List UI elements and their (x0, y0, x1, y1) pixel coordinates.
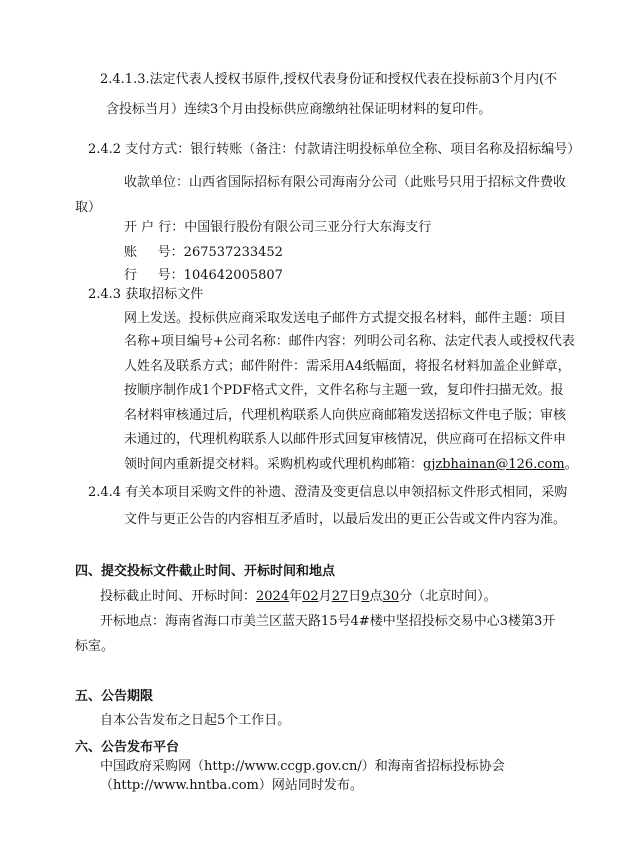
account-label: 账 号： (124, 245, 184, 260)
section-4-title: 四、提交投标文件截止时间、开标时间和地点 (75, 564, 336, 579)
deadline-month-unit: 月 (318, 589, 332, 604)
obtain-docs-line-6: 未通过的，代理机构联系人以邮件形式回复审核情况，供应商可在招标文件申 (124, 432, 567, 447)
account-value: 267537233452 (183, 245, 283, 260)
obtain-docs-line-1: 网上发送。投标供应商采取发送电子邮件方式提交报名材料，邮件主题：项目 (124, 311, 567, 326)
auth-doc-line-1: 2.4.1.3.法定代表人授权书原件,授权代表身份证和授权代表在投标前3个月内(不 (100, 72, 558, 87)
deadline-minute: 30 (382, 589, 400, 604)
deadline-hour: 9 (361, 589, 370, 604)
deadline-day: 27 (331, 589, 349, 604)
deadline-hour-unit: 点 (369, 589, 383, 604)
deadline-day-unit: 日 (348, 589, 362, 604)
obtain-docs-line-3: 人姓名及联系方式；邮件附件：需采用A4纸幅面，将报名材料加盖企业鲜章， (124, 359, 571, 374)
obtain-docs-line-5: 名材料审核通过后，代理机构联系人向供应商邮箱发送招标文件电子版；审核 (124, 408, 567, 423)
bank-code-label: 行 号： (124, 268, 184, 283)
agency-email-link[interactable]: gjzbhainan@126.com (423, 457, 565, 472)
section-5-title: 五、公告期限 (75, 689, 154, 704)
bank-name: 开 户 行：中国银行股份有限公司三亚分行大东海支行 (124, 220, 432, 235)
deadline-prefix: 投标截止时间、开标时间： (100, 589, 257, 604)
announcement-period-text: 自本公告发布之日起5个工作日。 (100, 713, 291, 728)
obtain-docs-line-7 (124, 456, 578, 474)
deadline-year: 2024 (256, 589, 290, 604)
obtain-docs-heading: 2.4.3 获取招标文件 (88, 287, 204, 302)
platform-line-1: 中国政府采购网（http://www.ccgp.gov.cn/）和海南省招标投标协会 (100, 759, 505, 774)
venue-line-1: 开标地点：海南省海口市美兰区蓝天路15号4#楼中坚招投标交易中心3楼第3开 (100, 614, 556, 629)
payee-line-2: 取） (75, 200, 102, 215)
supplement-line-2: 文件与更正公告的内容相互矛盾时，以最后发出的更正公告或文件内容为准。 (124, 512, 567, 527)
bank-code-value: 104642005807 (183, 268, 283, 283)
obtain-docs-email-suffix: 。 (564, 457, 578, 472)
account-number (124, 244, 283, 262)
deadline-line (100, 588, 497, 606)
venue-line-2: 标室。 (75, 639, 115, 654)
deadline-month: 02 (302, 589, 319, 604)
bank-code (124, 267, 283, 285)
auth-doc-line-2: 含投标当月）连续3个月由投标供应商缴纳社保证明材料的复印件。 (106, 102, 492, 117)
deadline-minute-unit: 分（北京时间）。 (399, 589, 497, 604)
payment-method-heading: 2.4.2 支付方式：银行转账（备注：付款请注明投标单位全称、项目名称及招标编号） (88, 142, 581, 157)
obtain-docs-email-prefix: 领时间内重新提交材料。采购机构或代理机构邮箱： (124, 457, 424, 472)
supplement-line-1: 2.4.4 有关本项目采购文件的补遗、澄清及变更信息以申领招标文件形式相同，采购 (88, 485, 568, 500)
section-6-title: 六、公告发布平台 (75, 740, 180, 755)
platform-line-2: （http://www.hntba.com）网站同时发布。 (100, 778, 363, 793)
deadline-year-unit: 年 (289, 589, 303, 604)
payee-line-1: 收款单位：山西省国际招标有限公司海南分公司（此账号只用于招标文件费收 (124, 175, 567, 190)
obtain-docs-line-4: 按顺序制作成1个PDF格式文件，文件名称与主题一致，复印件扫描无效。报 (124, 383, 564, 398)
obtain-docs-line-2: 名称+项目编号+公司名称：邮件内容：列明公司名称、法定代表人或授权代表 (124, 334, 575, 349)
